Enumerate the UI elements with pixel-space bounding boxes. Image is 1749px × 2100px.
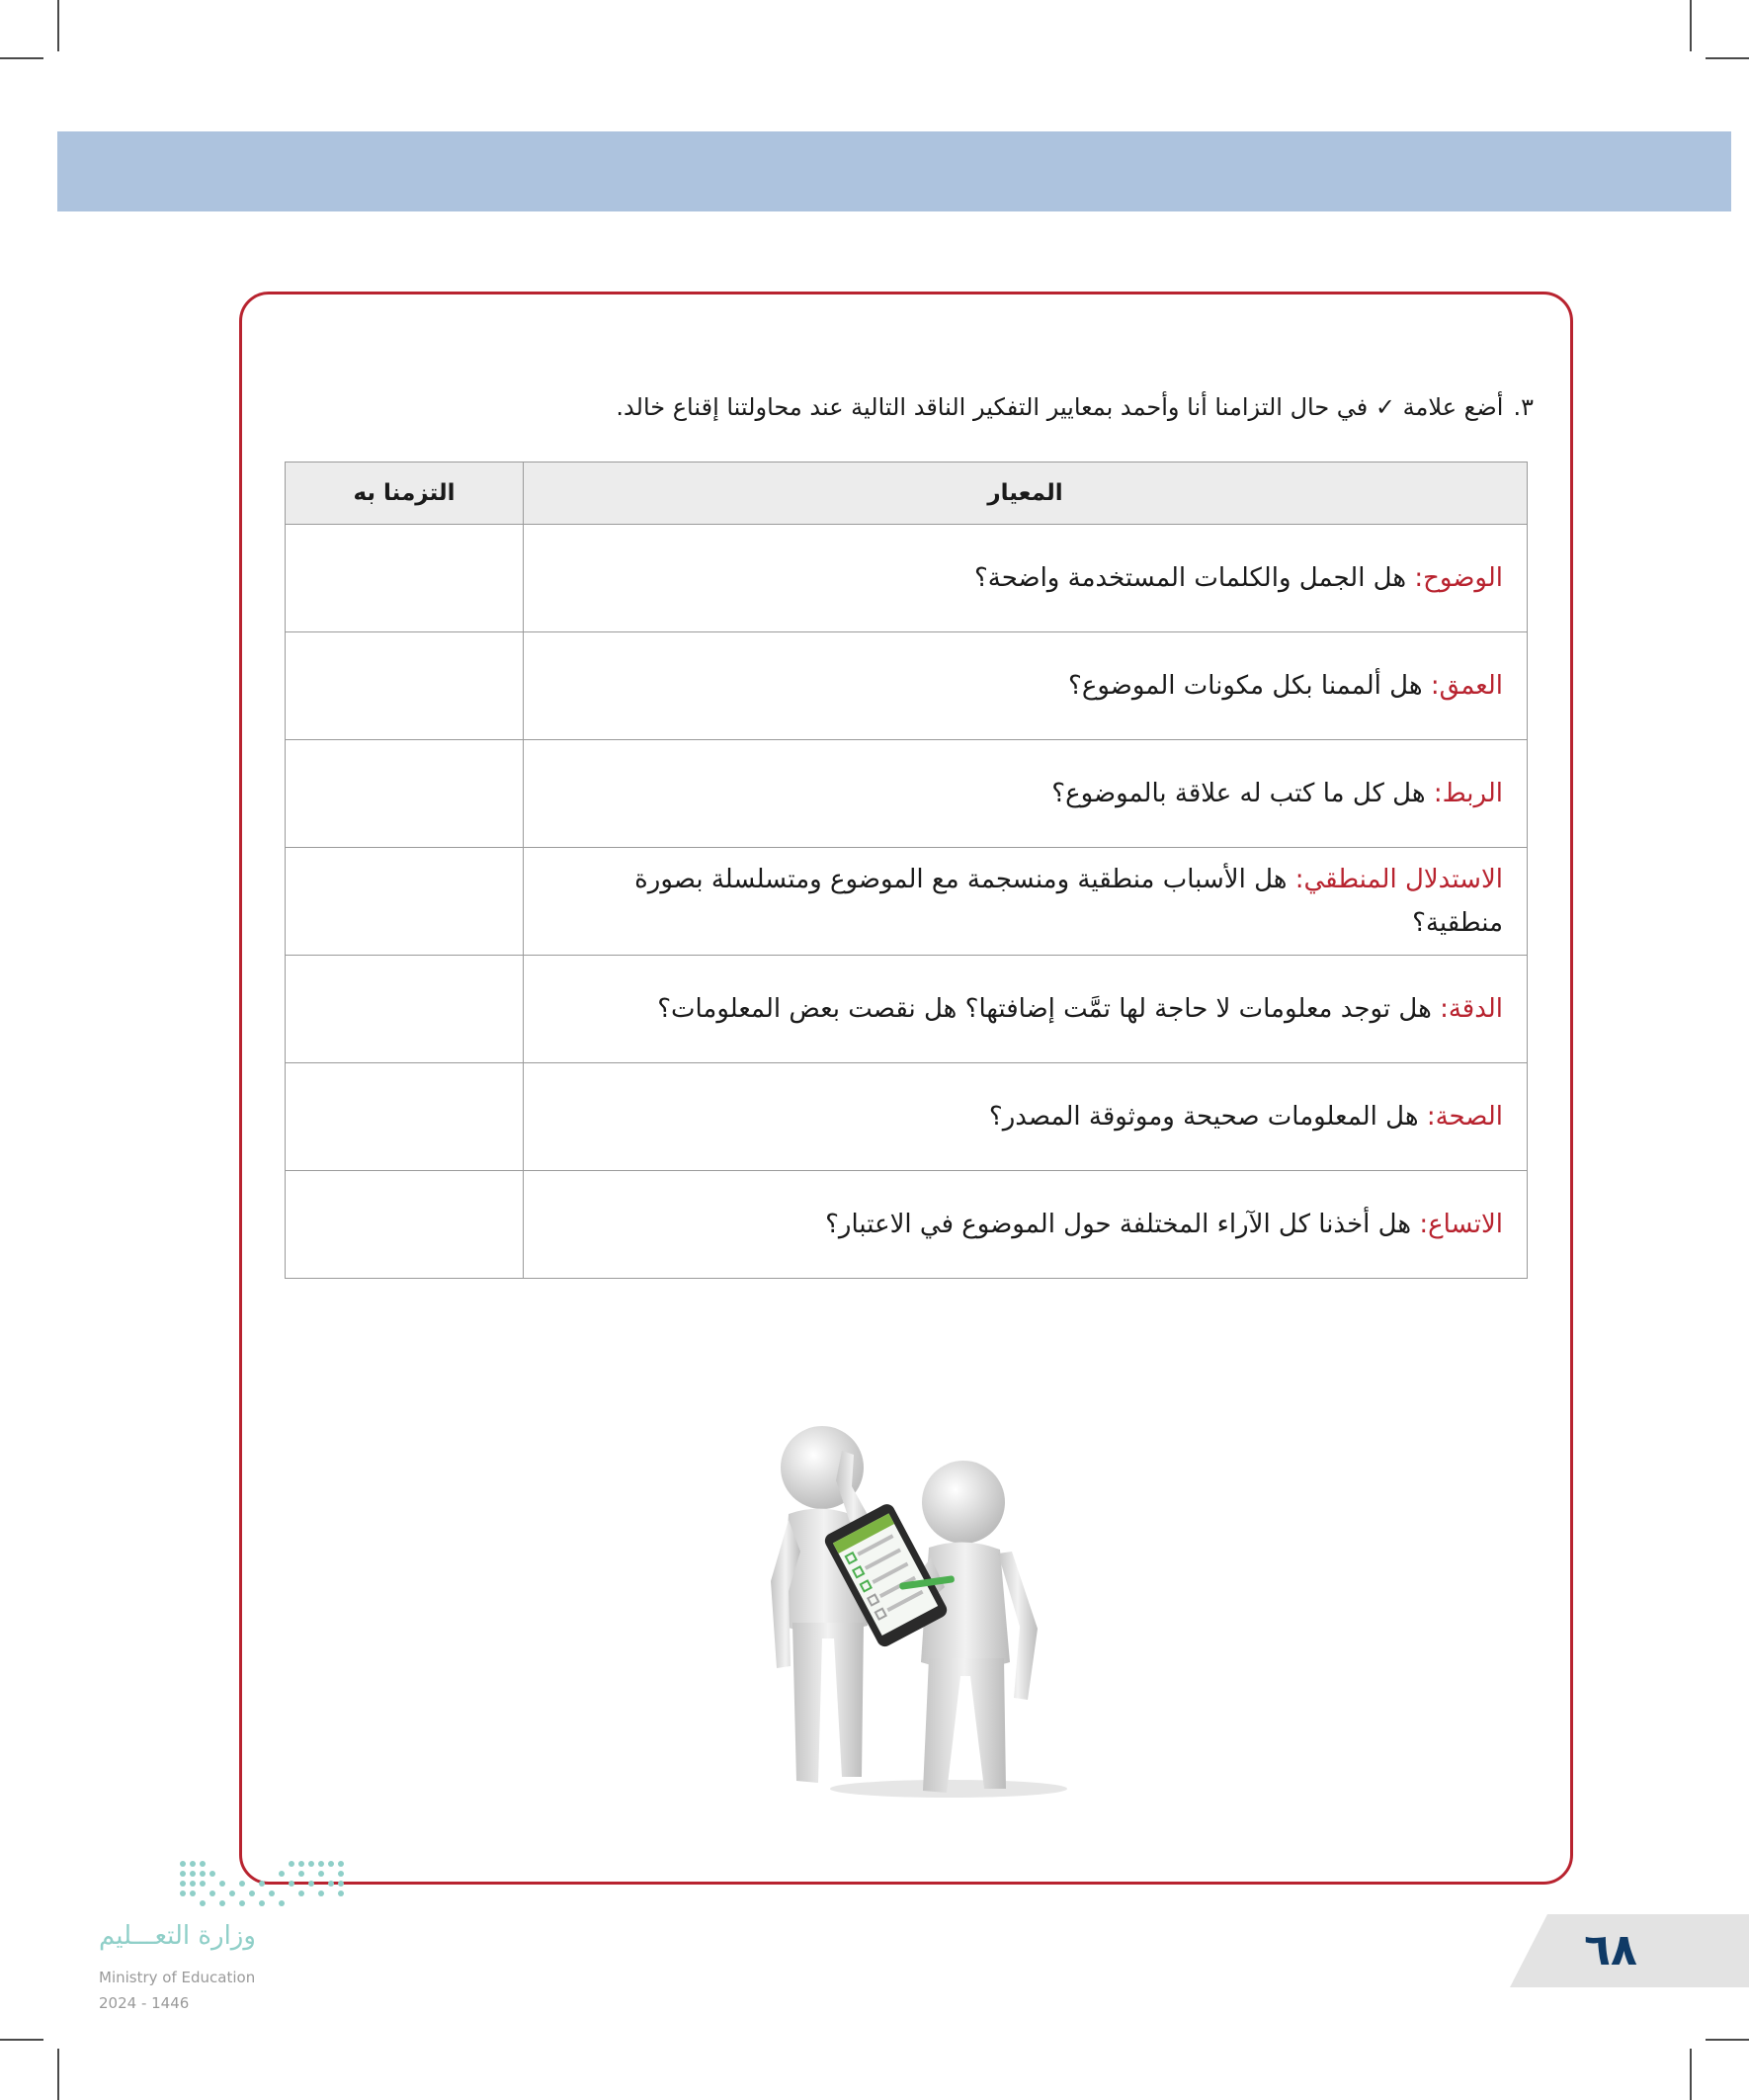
criterion-question: هل الأسباب منطقية ومنسجمة مع الموضوع ومتسلسلة بصورة منطقية؟ — [634, 865, 1503, 938]
question-body: أضع علامة ✓ في حال التزامنا أنا وأحمد بمعايير التفكير الناقد التالية عند محاولتنا إقناع خالد. — [616, 393, 1504, 421]
page-number: ٦٨ — [1584, 1925, 1637, 1975]
crop-mark — [57, 0, 59, 51]
table-row — [286, 956, 1528, 1063]
criterion-label: الاتساع: — [1419, 1210, 1503, 1239]
two-figures-with-tablet-illustration — [751, 1403, 1107, 1799]
ministry-name-english: Ministry of Education — [99, 1969, 256, 1986]
criterion-label: الدقة: — [1440, 994, 1503, 1024]
crop-mark — [0, 57, 43, 59]
crop-mark — [1706, 57, 1749, 59]
check-cell[interactable] — [286, 740, 524, 848]
criterion-cell — [524, 1063, 1528, 1171]
crop-mark — [57, 2049, 59, 2100]
criterion-label: الوضوح: — [1414, 563, 1503, 593]
table-row — [286, 1063, 1528, 1171]
criterion-label: الربط: — [1433, 779, 1503, 808]
check-cell[interactable] — [286, 1063, 524, 1171]
question-number: ٣. — [1513, 393, 1534, 421]
crop-mark — [1690, 0, 1692, 51]
table-header-row — [286, 462, 1528, 525]
criterion-label: الصحة: — [1426, 1102, 1503, 1132]
criterion-cell — [524, 1171, 1528, 1279]
check-cell[interactable] — [286, 525, 524, 632]
table-row — [286, 740, 1528, 848]
check-cell[interactable] — [286, 848, 524, 956]
crop-mark — [1706, 2039, 1749, 2041]
criterion-cell — [524, 632, 1528, 740]
check-cell[interactable] — [286, 1171, 524, 1279]
header-adhered: التزمنا به — [286, 462, 524, 525]
check-cell[interactable] — [286, 956, 524, 1063]
ministry-name-arabic: وزارة التعـــليم — [99, 1921, 256, 1951]
criteria-table — [285, 462, 1528, 1279]
table-row — [286, 1171, 1528, 1279]
criterion-question: هل توجد معلومات لا حاجة لها تمَّت إضافتها؟ هل نقصت بعض المعلومات؟ — [657, 994, 1432, 1024]
table-row — [286, 632, 1528, 740]
criterion-cell — [524, 525, 1528, 632]
edition-year: 2024 - 1446 — [99, 1994, 190, 2012]
criterion-question: هل الجمل والكلمات المستخدمة واضحة؟ — [973, 563, 1407, 593]
criterion-label: العمق: — [1430, 671, 1503, 701]
criterion-question: هل المعلومات صحيحة وموثوقة المصدر؟ — [988, 1102, 1419, 1132]
check-cell[interactable] — [286, 632, 524, 740]
crop-mark — [0, 2039, 43, 2041]
criterion-cell — [524, 740, 1528, 848]
criterion-cell — [524, 956, 1528, 1063]
criterion-question: هل أخذنا كل الآراء المختلفة حول الموضوع في الاعتبار؟ — [825, 1210, 1412, 1239]
criterion-cell — [524, 848, 1528, 956]
criterion-label: الاستدلال المنطقي: — [1294, 865, 1503, 894]
header-band — [57, 131, 1731, 211]
crop-mark — [1690, 2049, 1692, 2100]
criterion-question: هل ألممنا بكل مكونات الموضوع؟ — [1068, 671, 1423, 701]
criterion-question: هل كل ما كتب له علاقة بالموضوع؟ — [1051, 779, 1426, 808]
header-criterion: المعيار — [524, 462, 1528, 525]
question-text — [249, 387, 1534, 427]
table-row — [286, 848, 1528, 956]
table-row — [286, 525, 1528, 632]
